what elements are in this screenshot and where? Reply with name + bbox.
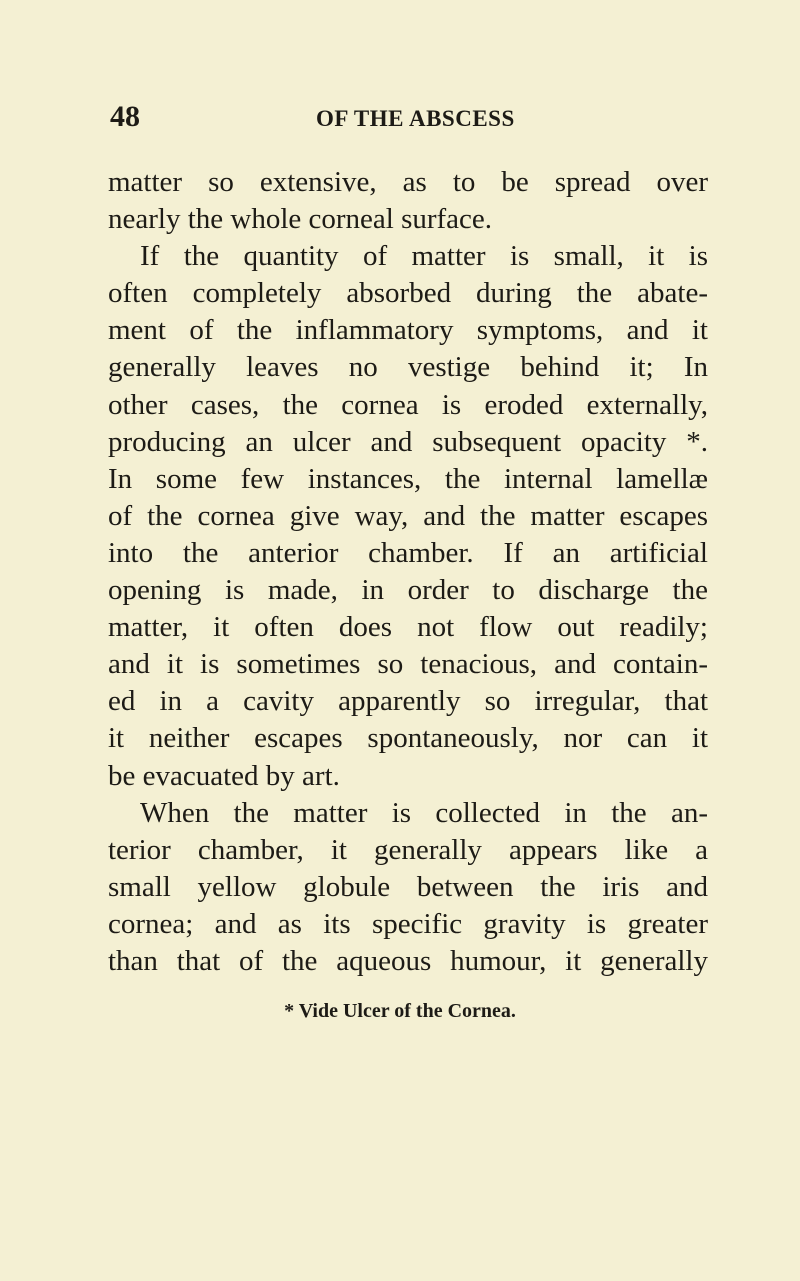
text-line: If the quantity of matter is small, it is	[140, 240, 708, 273]
page-header	[110, 100, 710, 140]
text-line: matter, it often does not flow out readily;	[108, 611, 708, 644]
text-line: it neither escapes spontaneously, nor can it	[108, 722, 708, 755]
text-line: of the cornea give way, and the matter escapes	[108, 499, 708, 532]
text-line: and it is sometimes so tenacious, and contain-	[108, 648, 708, 681]
text-line: into the anterior chamber. If an artificial	[108, 536, 708, 569]
text-line: often completely absorbed during the abate-	[108, 277, 708, 310]
text-line: generally leaves no vestige behind it; In	[108, 351, 708, 384]
text-line: producing an ulcer and subsequent opacity *.	[108, 425, 708, 458]
text-line: In some few instances, the internal lamellæ	[108, 462, 708, 495]
text-line: When the matter is collected in the an-	[140, 796, 708, 829]
text-line: nearly the whole corneal surface.	[108, 203, 493, 236]
text-line: ment of the inflammatory symptoms, and it	[108, 314, 708, 347]
text-line: other cases, the cornea is eroded externally,	[108, 388, 708, 421]
text-line: ed in a cavity apparently so irregular, that	[108, 685, 708, 718]
text-line: terior chamber, it generally appears like a	[108, 833, 708, 866]
footnote: * Vide Ulcer of the Cornea.	[284, 1000, 516, 1022]
body-text	[108, 164, 708, 980]
text-line: matter so extensive, as to be spread over	[108, 166, 708, 198]
page-number: 48	[110, 100, 140, 133]
text-line: small yellow globule between the iris and	[108, 870, 708, 903]
text-line: opening is made, in order to discharge the	[108, 574, 708, 607]
text-line: than that of the aqueous humour, it generally	[108, 944, 708, 977]
running-head: OF THE ABSCESS	[316, 106, 515, 131]
text-line: be evacuated by art.	[108, 759, 340, 792]
text-line: cornea; and as its specific gravity is greater	[108, 907, 708, 940]
